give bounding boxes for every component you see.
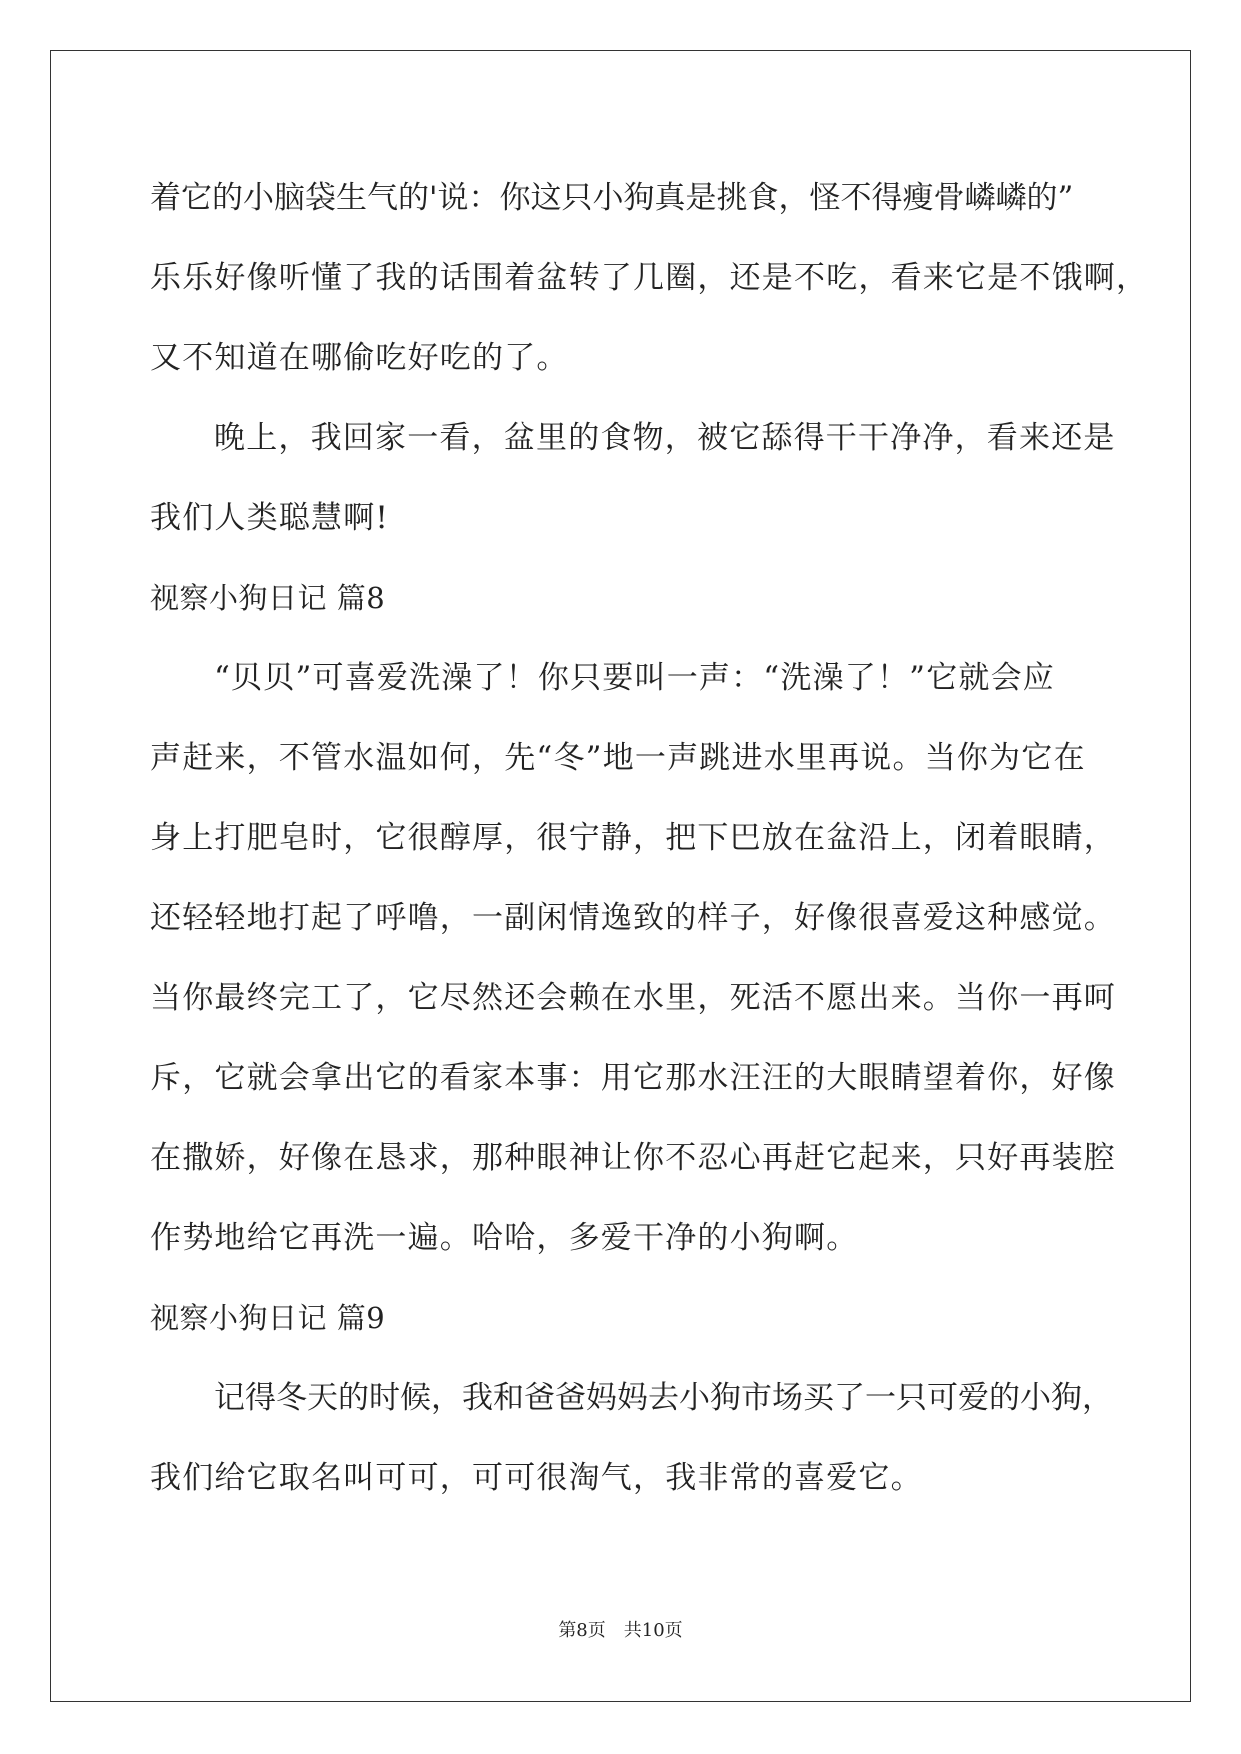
text-line: 当你最终完工了，它尽然还会赖在水里，死活不愿出来。当你一再呵 xyxy=(150,980,1116,1016)
paragraph-3 xyxy=(150,638,1116,1278)
document-body xyxy=(150,158,1149,1518)
page-number: 第8页 xyxy=(558,1620,606,1641)
text-line: 又不知道在哪偷吃好吃的了。 xyxy=(150,340,569,376)
text-line: 乐乐好像听懂了我的话围着盆转了几圈，还是不吃，看来它是不饿啊， xyxy=(150,260,1149,296)
text-line: 身上打肥皂时，它很醇厚，很宁静，把下巴放在盆沿上，闭着眼睛， xyxy=(150,820,1116,856)
paragraph-4 xyxy=(150,1358,1113,1518)
section-heading-9: 视察小狗日记 篇9 xyxy=(150,1301,386,1335)
paragraph-1 xyxy=(150,158,1149,398)
text-line: 我们人类聪慧啊! xyxy=(150,500,390,536)
text-line: 斥，它就会拿出它的看家本事：用它那水汪汪的大眼睛望着你，好像 xyxy=(150,1060,1116,1096)
text-line: 着它的小脑袋生气的'说：你这只小狗真是挑食，怪不得瘦骨嶙嶙的” xyxy=(150,180,1074,216)
text-line: 晚上，我回家一看，盆里的食物，被它舔得干干净净，看来还是 xyxy=(214,420,1116,456)
text-line: 作势地给它再洗一遍。哈哈，多爱干净的小狗啊。 xyxy=(150,1220,859,1256)
text-line: 声赶来，不管水温如何，先“冬”地一声跳进水里再说。当你为它在 xyxy=(150,740,1086,776)
text-line: 我们给它取名叫可可，可可很淘气，我非常的喜爱它。 xyxy=(150,1460,923,1496)
text-line: 记得冬天的时候，我和爸爸妈妈去小狗市场买了一只可爱的小狗， xyxy=(214,1380,1113,1416)
text-line: “贝贝”可喜爱洗澡了！你只要叫一声：“洗澡了！”它就会应 xyxy=(214,660,1055,696)
page-total: 共10页 xyxy=(623,1620,683,1641)
section-heading-8: 视察小狗日记 篇8 xyxy=(150,581,386,615)
text-line: 在撒娇，好像在恳求，那种眼神让你不忍心再赶它起来，只好再装腔 xyxy=(150,1140,1116,1176)
text-line: 还轻轻地打起了呼噜，一副闲情逸致的样子，好像很喜爱这种感觉。 xyxy=(150,900,1116,936)
paragraph-2 xyxy=(150,398,1116,558)
page-footer xyxy=(0,1616,1241,1642)
